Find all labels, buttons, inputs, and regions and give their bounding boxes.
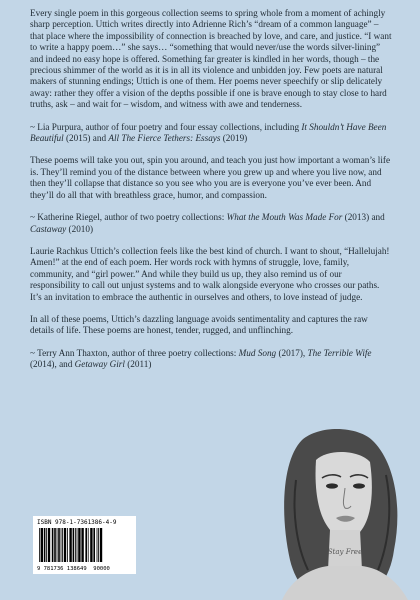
barcode-bar — [93, 528, 95, 562]
barcode-bar — [85, 528, 87, 562]
tattoo-text: Stay Free — [327, 548, 363, 556]
barcode-bars — [39, 528, 131, 562]
isbn-label: ISBN 978-1-7361386-4-9 — [37, 519, 117, 526]
barcode-bar — [48, 528, 50, 562]
blurb-3: Laurie Rachkus Uttich’s collection feels like the best kind of church. I want to shout, “Hallelujah! Amen!” at the end of each poem. Her words rock with hymns of struggle, love, family, community, and “girl power.” And while they build us up, they also remind us of our responsibility to call out unjust systems and to walk alongside everyone who crosses our paths. It’s an invitation to embrace the authentic in ourselves and others, to love instead of judge. — [30, 245, 390, 302]
barcode-bar — [67, 528, 68, 562]
barcode-bar — [54, 528, 56, 562]
barcode-bar — [97, 528, 98, 562]
blurb-1: Every single poem in this gorgeous collection seems to spring whole from a moment of achingly sharp perception. Uttich writes directly into Adrienne Rich’s “dream of a common language” – that place where the impossibility of connection is breached by love, and care, and justice. “I want to write a happy poem…” she says… “something that would never/use the words silver-lining” and indeed no easy hope is offered. Something far greater is kindled in her words, though – the precious shimmer of the world as it is in all its violence and unbidden joy. Few poets are natural makers of stunning endings; Uttich is one of them. Her poems never speechify or slip delicately away: rather they offer a vision of the depths possible if one is brave enough to stay close to hard truths, ask – and wait for – wisdom, and witness with awe and tenderness. — [30, 8, 392, 110]
blurb-2: These poems will take you out, spin you around, and teach you just how important a woman’s life is. They’ll remind you of the distance between where you grew up and where you live now, and then they’ll collapse that distance so you see who you are is everyone you’ve ever been. And they’ll do all that with breathless grace, humor, and compassion. — [30, 155, 391, 200]
blurb-2-attribution: ~ Katherine Riegel, author of two poetry collections: What the Mouth Was Made For (2013) and Castaway (2010) — [30, 212, 385, 234]
blurb-4-attribution: ~ Terry Ann Thaxton, author of three poetry collections: Mud Song (2017), The Terrible Wife (2014), and Getaway Girl (2011) — [30, 347, 372, 370]
barcode-bar — [64, 528, 66, 562]
barcode-bar — [61, 528, 62, 562]
barcode-number: 9 781736 138649 90000 — [37, 566, 110, 572]
barcode-bar — [58, 528, 60, 562]
barcode-bar — [62, 528, 63, 562]
barcode-bar — [88, 528, 89, 562]
barcode-bar — [90, 528, 92, 562]
barcode-bar — [57, 528, 58, 562]
blurb-1-attribution: ~ Lia Purpura, author of four poetry and four essay collections, including It Shouldn’t Have Been Beautiful (2015) and All The Fierce Tethers: Essays (2019) — [30, 121, 387, 144]
blurb-4: In all of these poems, Uttich’s dazzling language avoids sentimentality and captures the raw details of life. These poems are honest, tender, rugged, and unflinching. — [30, 313, 368, 336]
barcode-bar — [39, 528, 40, 562]
barcode-bar — [100, 528, 102, 562]
barcode — [33, 516, 136, 574]
barcode-bar — [81, 528, 83, 562]
barcode-bar — [75, 528, 76, 562]
barcode-bar — [69, 528, 71, 562]
barcode-bar — [98, 528, 99, 562]
barcode-bar — [77, 528, 78, 562]
portrait-illustration-icon — [262, 420, 418, 600]
barcode-bar — [73, 528, 75, 562]
barcode-bar — [52, 528, 54, 562]
barcode-addon: 90000 — [93, 566, 110, 572]
barcode-bar — [41, 528, 43, 562]
barcode-bar — [46, 528, 47, 562]
barcode-bar — [44, 528, 46, 562]
barcode-bar — [78, 528, 80, 562]
blurbs-column — [30, 8, 392, 382]
